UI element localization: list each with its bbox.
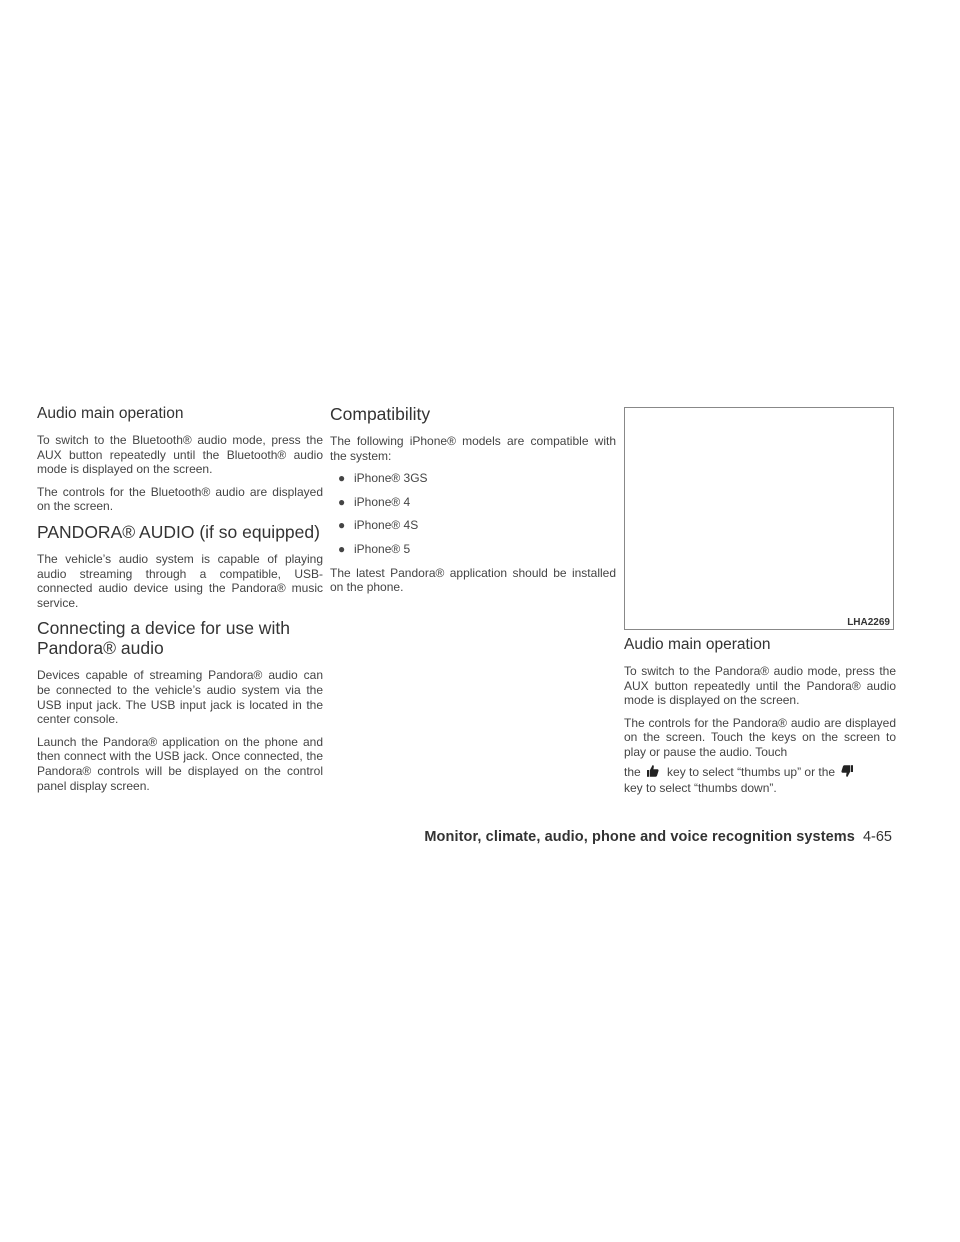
iphone-model-list [330,471,616,556]
heading-pandora-audio: PANDORA® AUDIO (if so equipped) [37,521,320,542]
list-item: ● iPhone® 5 [338,541,411,556]
paragraph-latest-app: The latest Pandora® application should be installed on the phone. [330,565,616,595]
page-footer [424,829,892,845]
bullet-icon: ● [338,494,346,509]
thumbs-down-icon [840,764,854,782]
paragraph-bluetooth-controls: The controls for the Bluetooth® audio are displayed on the screen. [37,484,323,514]
paragraph-connecting-devices: Devices capable of streaming Pandora® audio can be connected to the vehicle’s audio system via the USB input jack. The USB input jack is located in the center console. [37,668,323,727]
bullet-icon: ● [338,471,346,486]
heading-audio-main-operation-pandora: Audio main operation [624,636,771,653]
list-item: ● iPhone® 4S [338,518,419,533]
footer-section-title: Monitor, climate, audio, phone and voice recognition systems [424,829,855,845]
paragraph-pandora-switch: To switch to the Pandora® audio mode, press the AUX button repeatedly until the Pandora® audio mode is displayed on the screen. [624,664,896,708]
paragraph-pandora-controls: The controls for the Pandora® audio are displayed on the screen. Touch the keys on the screen to play or pause the audio. Touch [624,715,896,759]
figure-placeholder [624,407,894,630]
bullet-icon: ● [338,518,346,533]
paragraph-bluetooth-switch: To switch to the Bluetooth® audio mode, press the AUX button repeatedly until the Bluetooth® audio mode is displayed on the screen. [37,433,323,477]
paragraph-launch-pandora: Launch the Pandora® application on the phone and then connect with the USB jack. Once connected, the Pandora® controls will be displayed on the control panel display screen. [37,734,323,793]
list-item: ● iPhone® 4 [338,494,411,509]
page-number: 4-65 [862,829,892,845]
thumbs-up-icon [646,764,660,782]
paragraph-pandora-capability: The vehicle’s audio system is capable of playing audio streaming through a compatible, USB-connected audio device using the Pandora® music service. [37,551,323,610]
column-left [37,404,323,801]
heading-connecting-device: Connecting a device for use with Pandora® audio [37,618,290,659]
figure-label: LHA2269 [847,617,890,628]
column-middle [330,404,616,603]
paragraph-thumbs-keys: the key to select “thumbs up” or the key to select “thumbs down”. [624,764,896,796]
column-right [624,635,896,804]
bullet-icon: ● [338,541,346,556]
paragraph-compatible-models: The following iPhone® models are compatible with the system: [330,434,616,463]
heading-compatibility: Compatibility [330,404,431,424]
list-item: ● iPhone® 3GS [338,471,428,486]
heading-audio-main-operation: Audio main operation [37,405,184,422]
